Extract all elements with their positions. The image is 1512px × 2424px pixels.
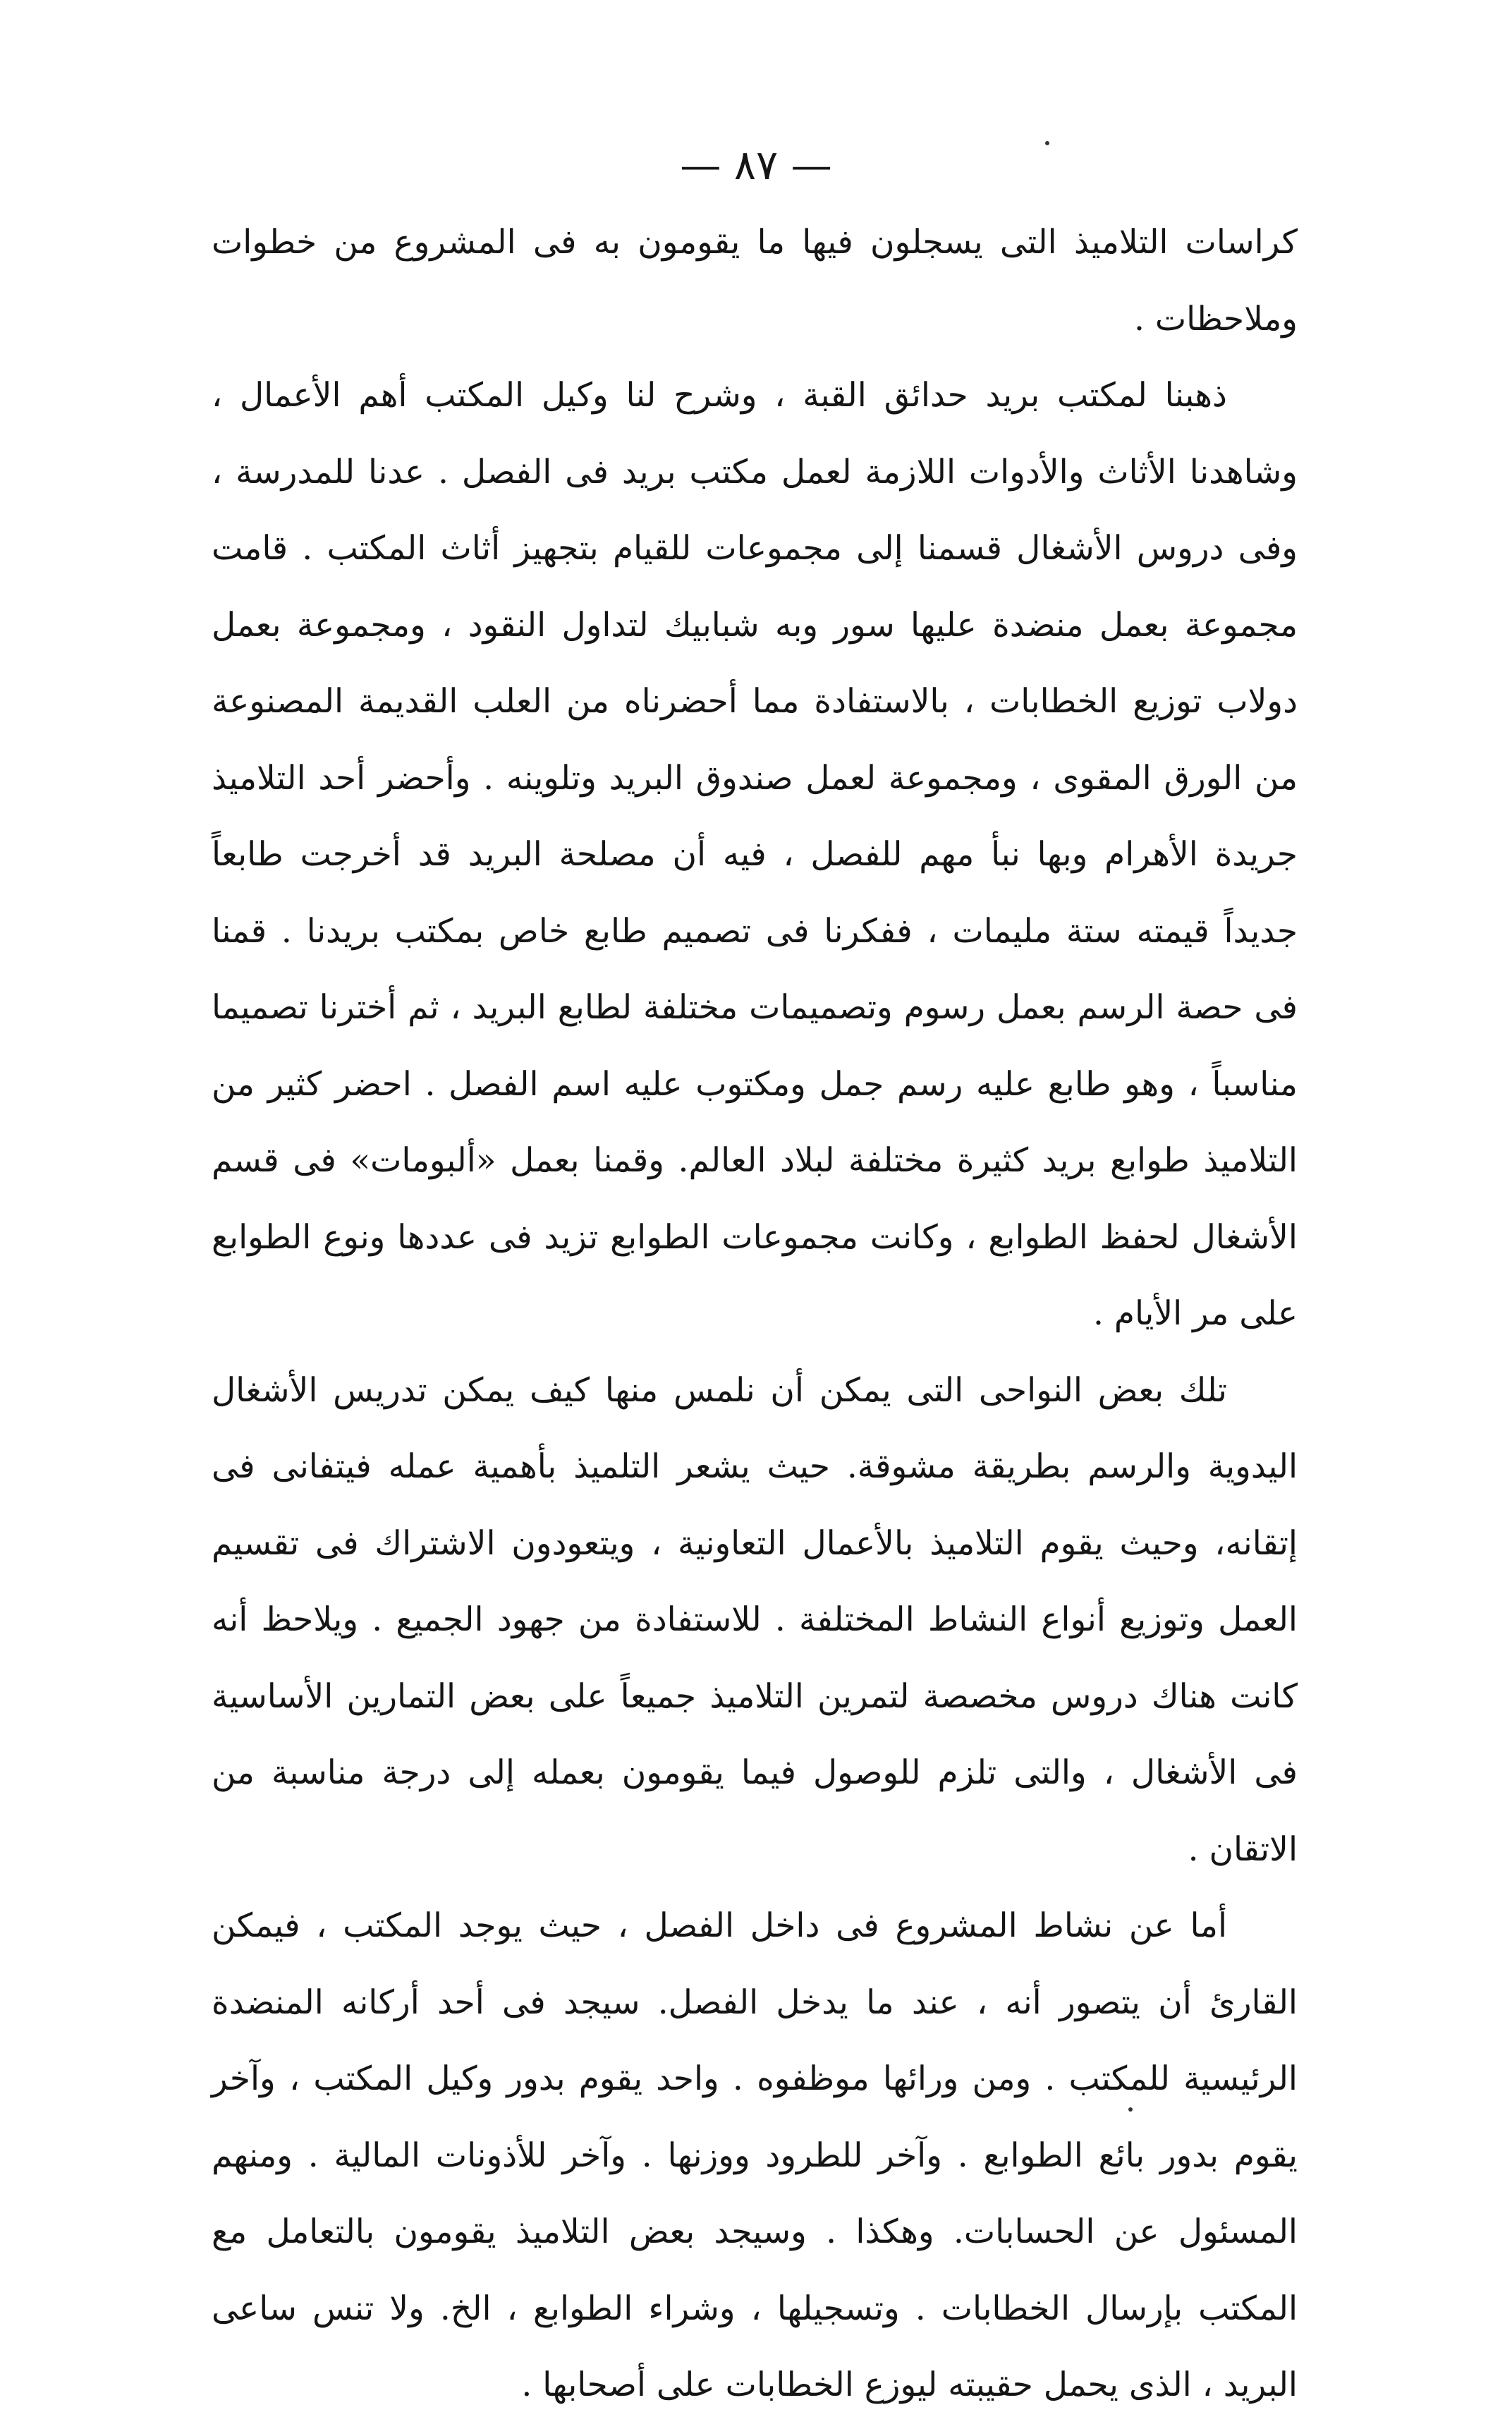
- paragraph-4: أما عن نشاط المشروع فى داخل الفصل ، حيث يوجد المكتب ، فيمكن القارئ أن يتصور أنه ، عند ما يدخل الفصل. سيجد فى أحد أركانه المنضدة الرئيسية للمكتب . ومن ورائها موظفوه . واحد يقوم بدور وكيل المكتب ، وآخر يقوم بدور بائع الطوابع . وآخر للطرود ووزنها . وآخر للأذونات المالية . ومنهم المسئول عن الحسابات. وهكذا . وسيجد بعض التلاميذ يقومون بالتعامل مع المكتب بإرسال الخطابات . وتسجيلها ، وشراء الطوابع ، الخ. ولا تنس ساعى البريد ، الذى يحمل حقيبته ليوزع الخطابات على أصحابها .: [212, 1906, 1298, 2404]
- scan-speck: [1045, 141, 1049, 145]
- paragraph-3: تلك بعض النواحى التى يمكن أن نلمس منها كيف يمكن تدريس الأشغال اليدوية والرسم بطريقة مشوقة. حيث يشعر التلميذ بأهمية عمله فيتفانى فى إتقانه، وحيث يقوم التلاميذ بالأعمال التعاونية ، ويتعودون الاشتراك فى تقسيم العمل وتوزيع أنواع النشاط المختلفة . للاستفادة من جهود الجميع . ويلاحظ أنه كانت هناك دروس مخصصة لتمرين التلاميذ جميعاً على بعض التمارين الأساسية فى الأشغال ، والتى تلزم للوصول فيما يقومون بعمله إلى درجة مناسبة من الاتقان .: [212, 1370, 1298, 1869]
- paragraph-1: كراسات التلاميذ التى يسجلون فيها ما يقومون به فى المشروع من خطوات وملاحظات .: [212, 223, 1298, 339]
- paragraph-2: ذهبنا لمكتب بريد حدائق القبة ، وشرح لنا وكيل المكتب أهم الأعمال ، وشاهدنا الأثاث والأدوات اللازمة لعمل مكتب بريد فى الفصل . عدنا للمدرسة ، وفى دروس الأشغال قسمنا إلى مجموعات للقيام بتجهيز أثاث المكتب . قامت مجموعة بعمل منضدة عليها سور وبه شبابيك لتداول النقود ، ومجموعة بعمل دولاب توزيع الخطابات ، بالاستفادة مما أحضرناه من العلب القديمة المصنوعة من الورق المقوى ، ومجموعة لعمل صندوق البريد وتلوينه . وأحضر أحد التلاميذ جريدة الأهرام وبها نبأ مهم للفصل ، فيه أن مصلحة البريد قد أخرجت طابعاً جديداً قيمته ستة مليمات ، ففكرنا فى تصميم طابع خاص بمكتب بريدنا . قمنا فى حصة الرسم بعمل رسوم وتصميمات مختلفة لطابع البريد ، ثم أخترنا تصميما مناسباً ، وهو طابع عليه رسم جمل ومكتوب عليه اسم الفصل . احضر كثير من التلاميذ طوابع بريد كثيرة مختلفة لبلاد العالم. وقمنا بعمل «ألبومات» فى قسم الأشغال لحفظ الطوابع ، وكانت مجموعات الطوابع تزيد فى عددها ونوع الطوابع على مر الأيام .: [212, 376, 1298, 1333]
- page-number: — ٨٧ —: [680, 141, 832, 189]
- page-body: [212, 205, 1298, 2424]
- scan-speck: [1128, 2107, 1133, 2112]
